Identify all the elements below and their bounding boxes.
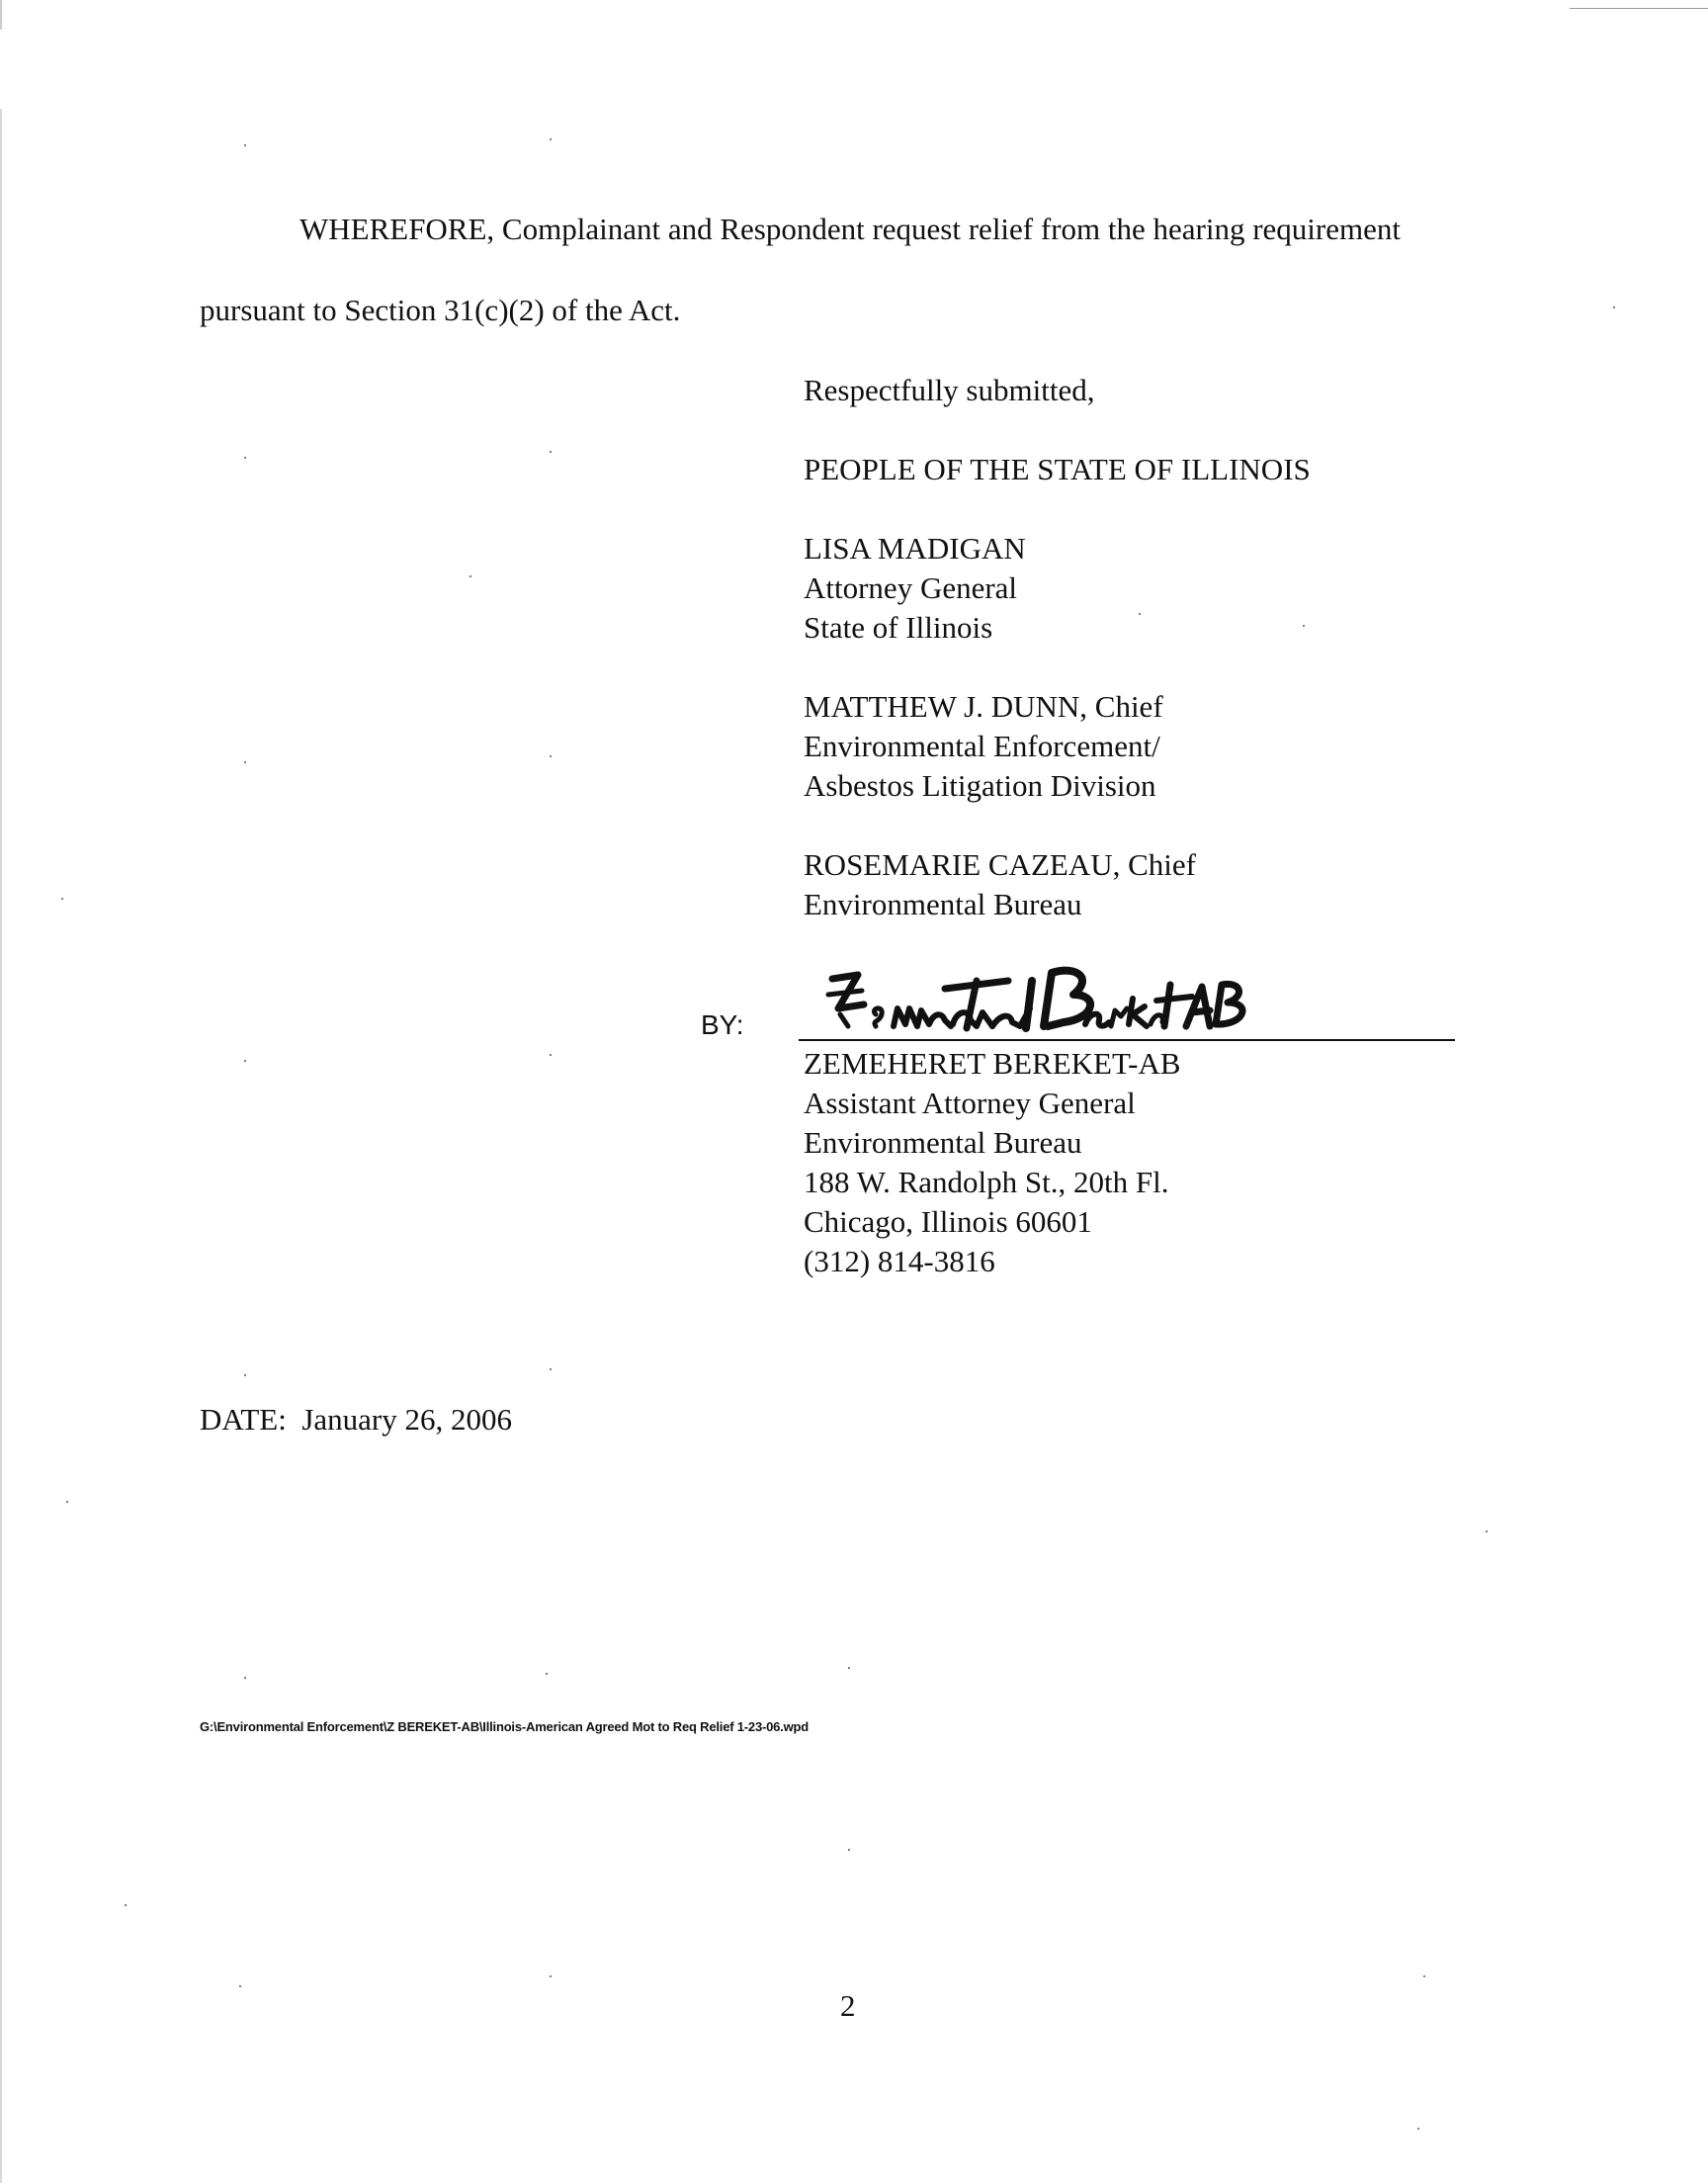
division-chief-name: MATTHEW J. DUNN, Chief xyxy=(804,689,1163,724)
scan-speck xyxy=(1417,2128,1419,2130)
scan-speck xyxy=(125,1904,127,1906)
signer-title: Assistant Attorney General xyxy=(804,1086,1136,1120)
signer-name: ZEMEHERET BEREKET-AB xyxy=(804,1046,1181,1081)
scan-speck xyxy=(550,1054,552,1056)
division-name-line-1: Environmental Enforcement/ xyxy=(804,729,1160,763)
scan-speck xyxy=(1486,1530,1488,1532)
scan-speck xyxy=(1303,625,1305,627)
page-number: 2 xyxy=(840,1988,856,2023)
scan-speck xyxy=(244,457,246,459)
division-chief-block xyxy=(804,687,1163,806)
scan-speck xyxy=(239,1985,241,1987)
footer-file-path: G:\Environmental Enforcement\Z BEREKET-AB\Illinois-American Agreed Mot to Req Relief 1-23-06.wpd xyxy=(200,1719,809,1734)
scan-speck xyxy=(550,451,552,453)
signature-line xyxy=(799,1039,1455,1041)
scan-speck xyxy=(1423,1975,1425,1977)
bureau-chief-name: ROSEMARIE CAZEAU, Chief xyxy=(804,847,1196,882)
date-line xyxy=(200,1400,512,1440)
by-label: BY: xyxy=(701,1009,744,1040)
scan-speck xyxy=(244,144,246,146)
ag-name: LISA MADIGAN xyxy=(804,531,1026,566)
scan-speck xyxy=(61,898,63,900)
body-line-1: WHEREFORE, Complainant and Respondent request relief from the hearing requirement xyxy=(299,212,1401,246)
signer-block xyxy=(804,1044,1180,1281)
party-name: PEOPLE OF THE STATE OF ILLINOIS xyxy=(804,452,1311,486)
date-value: January 26, 2006 xyxy=(301,1402,512,1437)
scan-speck xyxy=(848,1849,850,1851)
signer-city: Chicago, Illinois 60601 xyxy=(804,1204,1092,1239)
scan-speck xyxy=(66,1501,68,1503)
signer-bureau: Environmental Bureau xyxy=(804,1125,1082,1160)
scan-edge-top xyxy=(1570,8,1708,9)
handwritten-signature xyxy=(818,957,1253,1052)
bureau-chief-block xyxy=(804,845,1196,924)
scan-speck xyxy=(550,138,552,140)
scan-speck xyxy=(244,761,246,763)
ag-title: Attorney General xyxy=(804,570,1018,605)
attorney-general-block xyxy=(804,529,1026,648)
scan-speck xyxy=(244,1060,246,1062)
scan-speck xyxy=(1139,613,1141,615)
signer-phone: (312) 814-3816 xyxy=(804,1244,995,1278)
scan-speck xyxy=(1613,306,1615,308)
closing-text: Respectfully submitted, xyxy=(804,373,1095,407)
date-label: DATE: xyxy=(200,1402,287,1437)
scan-speck xyxy=(470,575,471,577)
scan-speck xyxy=(550,755,552,757)
scan-speck xyxy=(848,1667,850,1669)
division-name-line-2: Asbestos Litigation Division xyxy=(804,768,1156,803)
signer-street: 188 W. Randolph St., 20th Fl. xyxy=(804,1165,1169,1199)
bureau-name: Environmental Bureau xyxy=(804,887,1082,921)
scan-speck xyxy=(244,1677,246,1679)
body-line-2: pursuant to Section 31(c)(2) of the Act. xyxy=(200,293,681,327)
scan-speck xyxy=(550,1368,552,1370)
scan-speck xyxy=(550,1975,552,1977)
scan-edge-left xyxy=(0,0,2,2183)
scan-speck xyxy=(546,1673,548,1675)
scan-speck xyxy=(244,1374,246,1376)
ag-state: State of Illinois xyxy=(804,610,993,645)
